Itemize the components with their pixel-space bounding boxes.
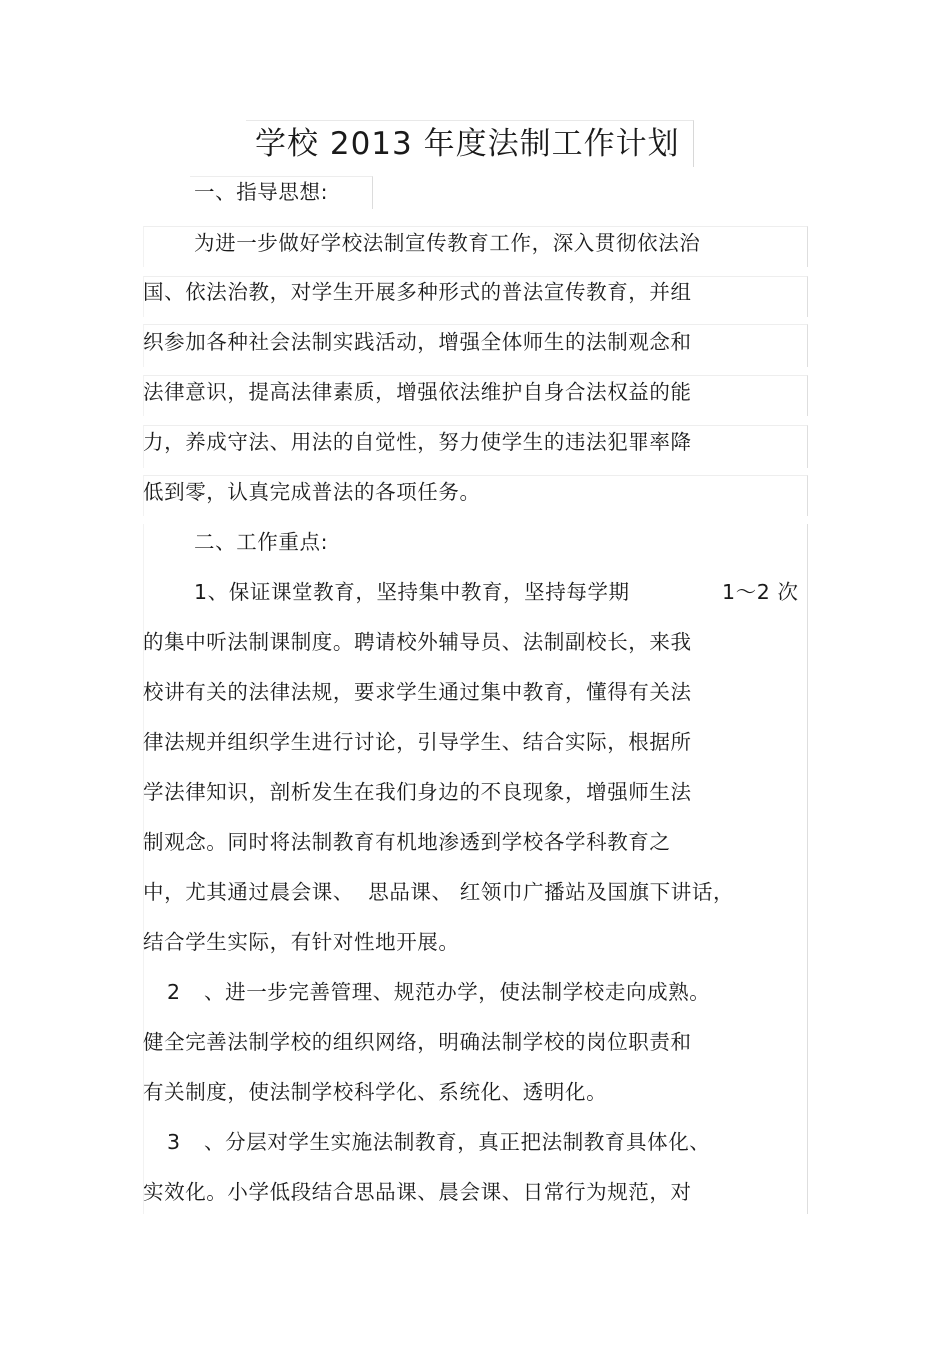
section1-line: 国、依法治教，对学生开展多种形式的普法宣传教育，并组	[143, 280, 692, 304]
item2-line: 健全完善法制学校的组织网络，明确法制学校的岗位职责和	[143, 1030, 692, 1054]
section2-heading: 二、工作重点:	[194, 530, 329, 554]
item1-first-line-tail: 1～2 次	[722, 580, 799, 604]
item3-first-line: 、分层对学生实施法制教育，真正把法制教育具体化、	[204, 1130, 711, 1154]
item1-line: 律法规并组织学生进行讨论，引导学生、结合实际，根据所	[143, 730, 692, 754]
section1-line: 低到零，认真完成普法的各项任务。	[143, 480, 481, 504]
section1-line: 法律意识，提高法律素质，增强依法维护自身合法权益的能	[143, 380, 692, 404]
item1-line: 的集中听法制课制度。聘请校外辅导员、法制副校长，来我	[143, 630, 692, 654]
item1-line: 学法律知识，剖析发生在我们身边的不良现象，增强师生法	[143, 780, 692, 804]
section1-line: 力，养成守法、用法的自觉性，努力使学生的违法犯罪率降	[143, 430, 692, 454]
item1-line: 校讲有关的法律法规，要求学生通过集中教育，懂得有关法	[143, 680, 692, 704]
item1-line: 制观念。同时将法制教育有机地渗透到学校各学科教育之	[143, 830, 671, 854]
item1-first-line: 1、保证课堂教育，坚持集中教育，坚持每学期	[194, 580, 630, 604]
document-title: 学校 2013 年度法制工作计划	[255, 126, 680, 162]
item2-number: 2	[167, 980, 181, 1004]
item3-number: 3	[167, 1130, 181, 1154]
section1-line: 为进一步做好学校法制宣传教育工作，深入贯彻依法治	[194, 231, 701, 255]
item3-line: 实效化。小学低段结合思品课、晨会课、日常行为规范，对	[143, 1180, 692, 1204]
section1-heading: 一、指导思想:	[194, 180, 329, 204]
item1-line: 中，尤其通过晨会课、 思品课、 红领巾广播站及国旗下讲话，	[143, 880, 735, 904]
section1-line: 织参加各种社会法制实践活动，增强全体师生的法制观念和	[143, 330, 692, 354]
item2-line: 有关制度，使法制学校科学化、系统化、透明化。	[143, 1080, 608, 1104]
item1-line: 结合学生实际，有针对性地开展。	[143, 930, 460, 954]
item2-first-line: 、进一步完善管理、规范办学，使法制学校走向成熟。	[204, 980, 711, 1004]
